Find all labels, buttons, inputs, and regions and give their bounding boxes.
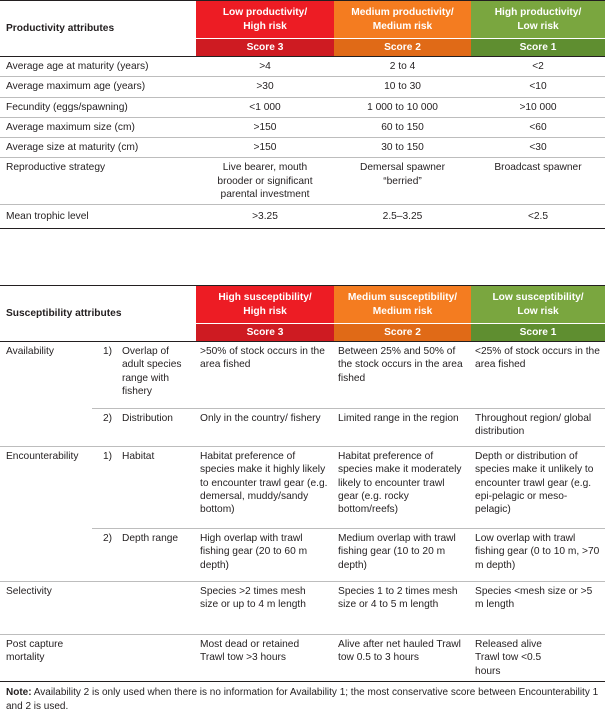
value-cell: <10 <box>471 77 605 97</box>
value-cell: >50% of stock occurs in the area fished <box>196 342 334 409</box>
value-cell: >150 <box>196 138 334 158</box>
value-cell: 10 to 30 <box>334 77 471 97</box>
value-cell: Most dead or retained Trawl tow >3 hours <box>196 635 334 682</box>
susceptibility-col-low-header: Low susceptibility/ Low risk <box>471 286 605 324</box>
susceptibility-score-2: Score 2 <box>334 324 471 342</box>
susceptibility-col-high-header: High susceptibility/ High risk <box>196 286 334 324</box>
value-cell: Species <mesh size or >5 m length <box>471 582 605 635</box>
sub-number: 2) <box>92 529 118 582</box>
value-cell: Only in the country/ fishery <box>196 409 334 447</box>
value-cell: Broadcast spawner <box>471 158 605 205</box>
sub-attribute: Distribution <box>118 409 196 447</box>
value-cell: Alive after net hauled Trawl tow 0.5 to 3 hours <box>334 635 471 682</box>
susceptibility-score-3: Score 3 <box>196 324 334 342</box>
productivity-title: Productivity attributes <box>0 1 196 57</box>
value-cell: 2 to 4 <box>334 57 471 77</box>
value-cell: 2.5–3.25 <box>334 205 471 229</box>
value-cell: >150 <box>196 117 334 137</box>
productivity-col-medium-header: Medium productivity/ Medium risk <box>334 1 471 39</box>
value-cell: <1 000 <box>196 97 334 117</box>
sub-attribute: Depth range <box>118 529 196 582</box>
table-row <box>0 77 605 97</box>
value-cell: Depth or distribution of species make it unlikely to encounter trawl gear (e.g. epi-pelagic or meso-pelagic) <box>471 447 605 529</box>
attribute-label: Reproductive strategy <box>0 158 196 205</box>
attribute-label: Average age at maturity (years) <box>0 57 196 77</box>
value-cell: Low overlap with trawl fishing gear (0 to 10 m, >70 m depth) <box>471 529 605 582</box>
productivity-score-2: Score 2 <box>334 39 471 57</box>
value-cell: >30 <box>196 77 334 97</box>
attribute-label: Fecundity (eggs/spawning) <box>0 97 196 117</box>
table-row <box>0 138 605 158</box>
value-cell: 60 to 150 <box>334 117 471 137</box>
sub-number: 1) <box>92 342 118 409</box>
value-cell: <30 <box>471 138 605 158</box>
table-row <box>0 205 605 229</box>
susceptibility-score-1: Score 1 <box>471 324 605 342</box>
value-cell: Species 1 to 2 times mesh size or 4 to 5 m length <box>334 582 471 635</box>
attribute-label: Encounterability <box>0 447 92 582</box>
sub-attribute <box>118 582 196 635</box>
productivity-score-1: Score 1 <box>471 39 605 57</box>
table-row <box>0 57 605 77</box>
value-cell: <2.5 <box>471 205 605 229</box>
value-cell: Habitat preference of species make it moderately likely to encounter trawl gear (e.g. rocky bottom/reefs) <box>334 447 471 529</box>
value-cell: 1 000 to 10 000 <box>334 97 471 117</box>
table-note <box>6 686 601 713</box>
value-cell: >10 000 <box>471 97 605 117</box>
value-cell: <60 <box>471 117 605 137</box>
value-cell: <2 <box>471 57 605 77</box>
note-text: Availability 2 is only used when there is no information for Availability 1; the most conservative score between Encounterability 1 and 2 is used. <box>6 687 599 712</box>
value-cell: Demersal spawner “berried” <box>334 158 471 205</box>
table-row <box>0 158 605 205</box>
sub-number: 2) <box>92 409 118 447</box>
note-label: Note: <box>6 687 32 698</box>
value-cell: Throughout region/ global distribution <box>471 409 605 447</box>
sub-number: 1) <box>92 447 118 529</box>
value-cell: Species >2 times mesh size or up to 4 m length <box>196 582 334 635</box>
productivity-table <box>0 0 605 229</box>
attribute-label: Availability <box>0 342 92 447</box>
productivity-score-3: Score 3 <box>196 39 334 57</box>
value-cell: 30 to 150 <box>334 138 471 158</box>
susceptibility-table <box>0 285 605 682</box>
sub-number <box>92 582 118 635</box>
attribute-label: Post capture mortality <box>0 635 196 682</box>
susceptibility-col-medium-header: Medium susceptibility/ Medium risk <box>334 286 471 324</box>
attribute-label: Average maximum age (years) <box>0 77 196 97</box>
value-cell: Released alive Trawl tow <0.5 hours <box>471 635 605 682</box>
attribute-label: Selectivity <box>0 582 92 635</box>
value-cell: Live bearer, mouth brooder or significant parental investment <box>196 158 334 205</box>
value-cell: Medium overlap with trawl fishing gear (10 to 20 m depth) <box>334 529 471 582</box>
value-cell: >4 <box>196 57 334 77</box>
sub-attribute: Habitat <box>118 447 196 529</box>
value-cell: >3.25 <box>196 205 334 229</box>
value-cell: High overlap with trawl fishing gear (20 to 60 m depth) <box>196 529 334 582</box>
table-row <box>0 97 605 117</box>
susceptibility-title: Susceptibility attributes <box>0 286 196 342</box>
table-row <box>0 117 605 137</box>
productivity-col-high-header: High productivity/ Low risk <box>471 1 605 39</box>
attribute-label: Average maximum size (cm) <box>0 117 196 137</box>
attribute-label: Average size at maturity (cm) <box>0 138 196 158</box>
sub-attribute: Overlap of adult species range with fishery <box>118 342 196 409</box>
productivity-col-low-header: Low productivity/ High risk <box>196 1 334 39</box>
attribute-label: Mean trophic level <box>0 205 196 229</box>
value-cell: Between 25% and 50% of the stock occurs in the area fished <box>334 342 471 409</box>
value-cell: <25% of stock occurs in the area fished <box>471 342 605 409</box>
value-cell: Limited range in the region <box>334 409 471 447</box>
value-cell: Habitat preference of species make it highly likely to encounter trawl gear (e.g. demersal, muddy/sandy bottom) <box>196 447 334 529</box>
